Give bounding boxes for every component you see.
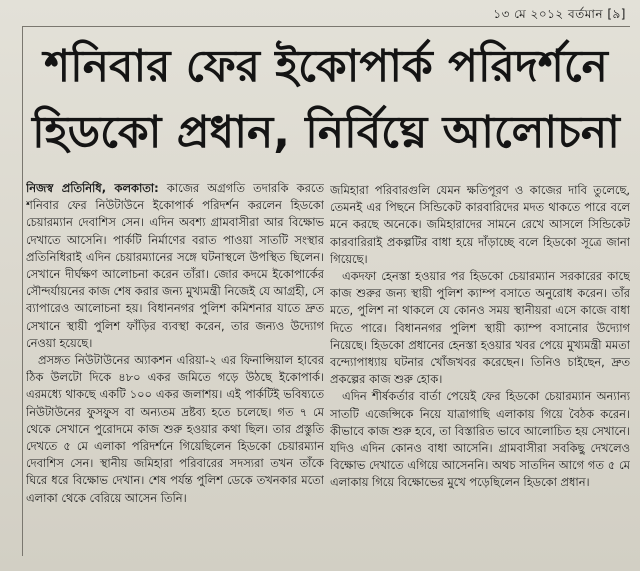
left-rule: [22, 26, 23, 556]
headline-line-2: হিডকো প্রধান, নির্বিঘ্নে আলোচনা: [32, 107, 620, 158]
paragraph: একদফা হেনস্তা হওয়ার পর হিডকো চেয়ারম্যান সরকারের কাছে কাজ শুরুর জন্য স্থায়ী পুলিশ ক্যাম্প বসাতে অনুরোধ করেন। তাঁর মতে, পুলিশ না থাকলে যে কোনও সময় স্থানীয়রা এসে কাজে বাধা দিতে পারে। বিধাননগর পুলিশ স্থায়ী ক্যাম্প বসানোর উদ্যোগ নিয়েছে। হিডকো প্রধানের হেনস্তা হওয়ার খবর পেয়ে মুখ্যমন্ত্রী মমতা বন্দ্যোপাধ্যায় ঘটনার খোঁজখবর করেছেন। তিনিও চাইছেন, দ্রুত প্রকল্পের কাজ শুরু হোক।: [330, 269, 630, 387]
byline: নিজস্ব প্রতিনিধি, কলকাতা:: [26, 181, 159, 195]
paragraph: প্রসঙ্গত নিউটাউনের অ্যাকশন এরিয়া-২ এর ফিনান্সিয়াল হাবের ঠিক উলটো দিকে ৪৮০ একর জমিতে গড়ে উঠছে ইকোপার্ক। এরমধ্যে থাকছে একটি ১০০ একর জলাশয়। এই পার্কটিই ভবিষ্যতে নিউটাউনের ফুসফুস বা অন্যতম দ্রষ্টব্য হতে চলেছে। গত ৭ মে থেকে সেখানে পুরোদমে কাজ শুরু হওয়ার কথা ছিল। তার প্রস্তুতি দেখতে ৫ মে এলাকা পরিদর্শনে গিয়েছিলেন হিডকো চেয়ারম্যান দেবাশিস সেন। স্থানীয় জমিহারা পরিবারের সদস্যরা তখন তাঁকে ঘিরে ধরে বিক্ষোভ দেখান। শেষ পর্যন্ত পুলিশ ডেকে তখনকার মতো এলাকা থেকে বেরিয়ে আসেন তিনি।: [26, 353, 324, 505]
headline-line-1: শনিবার ফের ইকোপার্ক পরিদর্শনে: [44, 41, 608, 92]
headline: [26, 34, 626, 174]
paragraph: জমিহারা পরিবারগুলি যেমন ক্ষতিপূরণ ও কাজের দাবি তুলেছে, তেমনই এর পিছনে সিন্ডিকেট কারবারিদের মদত থাকতে পারে বলে মনে করছে অনেকে। জমিহারাদের সামনে রেখে আসলে সিন্ডিকেট কারবারিরাই প্রকল্পটির বাধা হয়ে দাঁড়াচ্ছে বলে হিডকো সূত্রে জানা গিয়েছে।: [330, 183, 630, 266]
top-rule: [22, 26, 630, 27]
right-column: [330, 182, 630, 567]
paragraph: [26, 180, 324, 352]
paragraph: এদিন শীর্ষকর্তার বার্তা পেয়েই ফের হিডকো চেয়ারম্যান অন্যান্য সাতটি এজেন্সিকে নিয়ে যাত্রাগাছি এলাকায় গিয়ে বৈঠক করেন। কীভাবে কাজ শুরু হবে, তা বিস্তারিত ভাবে আলোচিত হয় সেখানে। যদিও এদিন কোনও বাধা আসেনি। গ্রামবাসীরা সবকিছু দেখলেও বিক্ষোভ দেখাতে এগিয়ে আসেননি। অথচ সাতদিন আগে গত ৫ মে এলাকায় গিয়ে বিক্ষোভের মুখে পড়েছিলেন হিডকো প্রধান।: [330, 389, 630, 490]
paragraph-text: কাজের অগ্রগতি তদারকি করতে শনিবার ফের নিউটাউনে ইকোপার্ক পরিদর্শন করলেন হিডকো চেয়ারম্যান দেবাশিস সেন। এদিন অবশ্য গ্রামবাসীরা আর বিক্ষোভ দেখাতে আসেনি। পার্কটি নির্মাণের বরাত পাওয়া সাতটি সংস্থার প্রতিনিধিরাই এদিন চেয়ারম্যানের সঙ্গে ঘটনাস্থলে উপস্থিত ছিলেন। সেখানে দীর্ঘক্ষণ আলোচনা করেন তাঁরা। জোর কদমে ইকোপার্কের সৌন্দর্যায়নের কাজ শেষ করার জন্য মুখ্যমন্ত্রী নিজেই যে আগ্রহী, সে ব্যাপারেও আলোচনা হয়। বিধাননগর পুলিশ কমিশনার যাতে দ্রুত সেখানে স্থায়ী পুলিশ ফাঁড়ির ব্যবস্থা করেন, তার জন্যও উদ্যোগ নেওয়া হয়েছে।: [26, 181, 324, 350]
date-masthead: ১৩ মে ২০১২ বর্তমান [৯]: [493, 7, 626, 21]
left-column: [26, 180, 324, 565]
